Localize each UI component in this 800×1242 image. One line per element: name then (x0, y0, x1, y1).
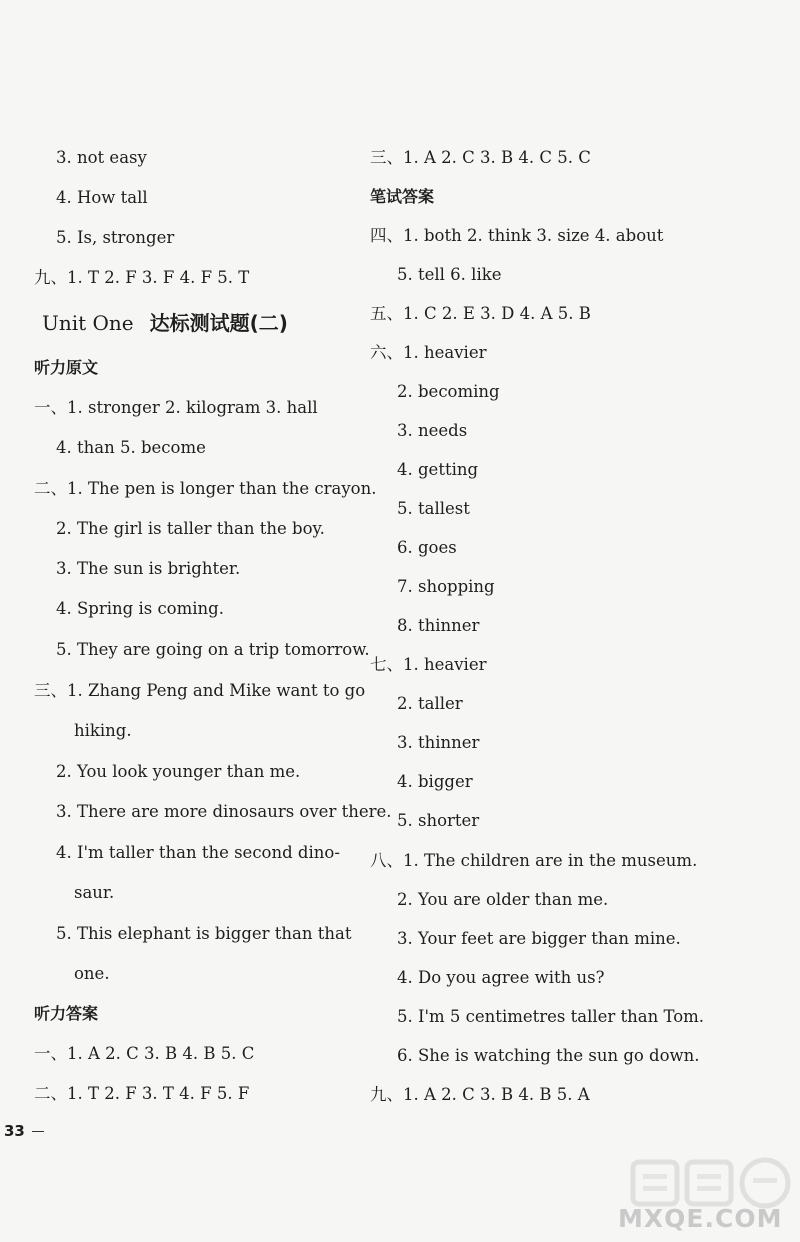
answer-line: saur. (74, 883, 115, 902)
answer-line: 五、1. C 2. E 3. D 4. A 5. B (370, 304, 591, 323)
answer-line: 九、1. T 2. F 3. F 4. F 5. T (34, 268, 250, 287)
answer-line: 三、1. A 2. C 3. B 4. C 5. C (370, 148, 591, 167)
answer-line: 2. You are older than me. (397, 890, 609, 909)
page-number: 33 (4, 1122, 25, 1140)
answer-line: 3. The sun is brighter. (56, 559, 241, 578)
answer-line: 5. tallest (397, 499, 470, 518)
section-heading: 听力原文 (34, 358, 99, 377)
answer-line: 2. The girl is taller than the boy. (56, 519, 325, 538)
answer-line: 5. I'm 5 centimetres taller than Tom. (397, 1007, 705, 1026)
answer-line: 5. Is, stronger (56, 228, 175, 247)
answer-line: 3. needs (397, 421, 468, 440)
answer-line: 一、1. A 2. C 3. B 4. B 5. C (34, 1044, 255, 1063)
answer-line: 4. I'm taller than the second dino- (56, 843, 340, 862)
answer-line: 4. getting (397, 460, 479, 479)
answer-line: 4. How tall (56, 188, 148, 207)
answer-line: 6. She is watching the sun go down. (397, 1046, 700, 1065)
section-heading: 听力答案 (34, 1004, 99, 1023)
answer-line: 6. goes (397, 538, 457, 557)
answer-line: 六、1. heavier (370, 343, 487, 362)
answer-line: 4. Spring is coming. (56, 599, 224, 618)
section-heading: 笔试答案 (370, 187, 435, 206)
answer-line: 2. becoming (397, 382, 500, 401)
answer-line: 2. taller (397, 694, 463, 713)
answer-line: 二、1. The pen is longer than the crayon. (34, 479, 377, 498)
unit-title-en: Unit One (42, 311, 134, 335)
answer-line: 七、1. heavier (370, 655, 487, 674)
answer-line: 5. shorter (397, 811, 480, 830)
answer-line: 5. This elephant is bigger than that (56, 924, 352, 943)
answer-line: hiking. (74, 721, 132, 740)
answer-line: 4. Do you agree with us? (397, 968, 605, 987)
answer-line: 九、1. A 2. C 3. B 4. B 5. A (370, 1085, 590, 1104)
answer-line: 4. bigger (397, 772, 473, 791)
unit-title (42, 310, 288, 336)
answer-line: 2. You look younger than me. (56, 762, 301, 781)
answer-line: 3. There are more dinosaurs over there. (56, 802, 392, 821)
answer-line: 3. not easy (56, 148, 147, 167)
answer-line: 三、1. Zhang Peng and Mike want to go (34, 681, 366, 700)
answer-line: 四、1. both 2. think 3. size 4. about (370, 226, 664, 245)
answer-line: 二、1. T 2. F 3. T 4. F 5. F (34, 1084, 250, 1103)
answer-line: 3. thinner (397, 733, 480, 752)
answer-line: 5. They are going on a trip tomorrow. (56, 640, 370, 659)
answer-line: 7. shopping (397, 577, 495, 596)
page-number-dash (32, 1131, 44, 1132)
answer-line: 八、1. The children are in the museum. (370, 851, 698, 870)
watermark-text: MXQE.COM (618, 1204, 783, 1233)
answer-line: 一、1. stronger 2. kilogram 3. hall (34, 398, 318, 417)
answer-line: one. (74, 964, 110, 983)
answer-line: 3. Your feet are bigger than mine. (397, 929, 681, 948)
answer-line: 8. thinner (397, 616, 480, 635)
answer-line: 5. tell 6. like (397, 265, 502, 284)
answer-line: 4. than 5. become (56, 438, 206, 457)
unit-title-cn: 达标测试题(二) (149, 311, 288, 335)
